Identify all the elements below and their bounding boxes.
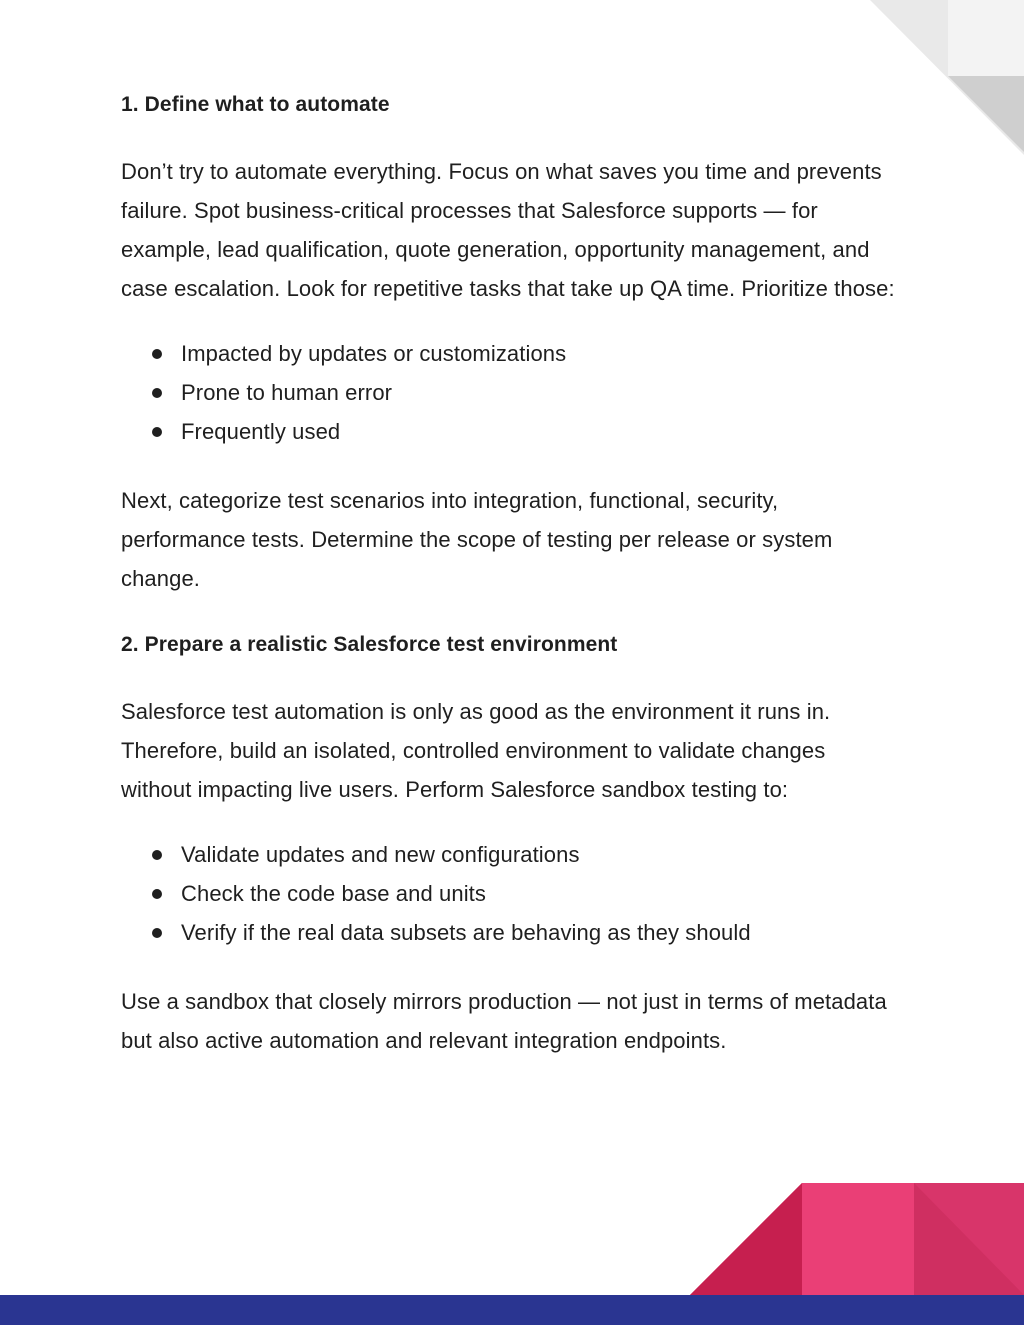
list-item-text: Check the code base and units (181, 881, 486, 906)
section-2-heading: 2. Prepare a realistic Salesforce test environment (121, 633, 618, 656)
section-2-intro: Salesforce test automation is only as good as the environment it runs in. Therefore, build an isolated, controlled environment to validate changes without impacting live users. Perform Salesforce sandbox testing to: (121, 699, 831, 802)
bottom-right-decoration (690, 1183, 1024, 1295)
section-2-outro: Use a sandbox that closely mirrors production — not just in terms of metadata but also active automation and relevant integration endpoints. (121, 989, 887, 1053)
list-item-text: Validate updates and new configurations (181, 842, 580, 867)
document-body (121, 88, 901, 1060)
section-1-bullet-list (121, 334, 901, 451)
bullet-icon (152, 928, 162, 938)
bullet-icon (152, 427, 162, 437)
list-item (121, 334, 901, 373)
list-item (121, 835, 901, 874)
section-1-intro: Don’t try to automate everything. Focus on what saves you time and prevents failure. Spot business-critical processes that Salesforce supports — for example, lead qualification, quote generation, opportunity management, and case escalation. Look for repetitive tasks that take up QA time. Prioritize those: (121, 159, 895, 301)
list-item-text: Verify if the real data subsets are behaving as they should (181, 920, 751, 945)
list-item (121, 874, 901, 913)
section-1-outro: Next, categorize test scenarios into integration, functional, security, performance tests. Determine the scope of testing per release or system change. (121, 488, 833, 591)
bullet-icon (152, 889, 162, 899)
section-1-heading: 1. Define what to automate (121, 93, 390, 116)
list-item-text: Impacted by updates or customizations (181, 341, 567, 366)
list-item (121, 412, 901, 451)
list-item-text: Prone to human error (181, 380, 393, 405)
section-2-bullet-list (121, 835, 901, 952)
list-item-text: Frequently used (181, 419, 341, 444)
bullet-icon (152, 850, 162, 860)
footer-bar (0, 1295, 1024, 1325)
list-item (121, 373, 901, 412)
bullet-icon (152, 388, 162, 398)
bullet-icon (152, 349, 162, 359)
list-item (121, 913, 901, 952)
